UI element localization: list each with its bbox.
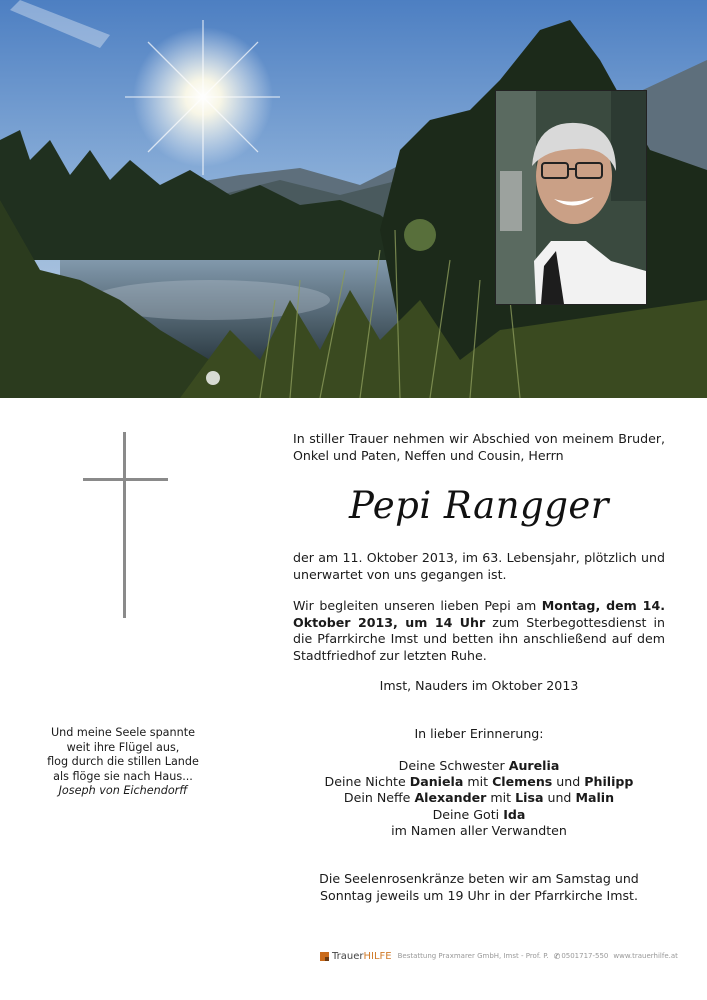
family-name: Malin (575, 790, 615, 806)
intro-text: In stiller Trauer nehmen wir Abschied von meinem Bruder, Onkel und Paten, Neffen und Cousin, Herrn (293, 431, 665, 463)
death-notice: der am 11. Oktober 2013, im 63. Lebensjahr, plötzlich und unerwartet von uns gegangen ist. (293, 550, 665, 582)
portrait-illustration (496, 91, 646, 304)
poem-line: weit ihre Flügel aus, (66, 740, 180, 754)
family-text: mit (463, 774, 493, 790)
trauerhilfe-logo-icon (320, 952, 329, 961)
poem-line: flog durch die stillen Lande (47, 755, 199, 769)
funeral-pre: Wir begleiten unseren lieben Pepi am (293, 598, 542, 613)
family-line-niece (293, 774, 665, 790)
family-name: Aurelia (508, 758, 560, 773)
place-date: Imst, Nauders im Oktober 2013 (379, 678, 579, 693)
poem-line: Und meine Seele spannte (50, 726, 195, 739)
footer (320, 949, 678, 963)
funeral-date: Montag, dem 14. Oktober 2013, um 14 Uhr (293, 598, 665, 630)
footer-website[interactable]: www.trauerhilfe.at (613, 952, 678, 960)
family-list (293, 758, 665, 839)
family-name: Alexander (414, 790, 487, 806)
family-line-nephew (293, 790, 665, 806)
cross-horizontal-bar (83, 478, 168, 481)
phone-icon: ✆ (553, 951, 561, 961)
family-name: Clemens (492, 774, 553, 790)
cross-icon (83, 432, 168, 618)
funeral-post: zum Sterbegottesdienst in die Pfarrkirche Imst und betten ihn anschließend auf dem Stadtfriedhof zur letzten Ruhe. (293, 614, 665, 663)
family-text: Deine Schwester (398, 758, 509, 773)
family-text: Dein Neffe (343, 790, 415, 806)
footer-company: Bestattung Praxmarer GmbH, Imst - Prof. P. (397, 952, 549, 960)
portrait-photo (495, 90, 647, 305)
rosary-notice: Die Seelenrosenkränze beten wir am Samstag und Sonntag jeweils um 19 Uhr in der Pfarrkirche Imst. (319, 871, 639, 903)
funeral-paragraph (293, 598, 665, 664)
memory-heading: In lieber Erinnerung: (414, 726, 544, 741)
cross-vertical-bar (123, 432, 126, 618)
family-name: Daniela (409, 774, 464, 790)
logo-text-trauer: Trauer (332, 950, 364, 962)
family-name: Lisa (515, 790, 544, 806)
family-name: Ida (503, 806, 526, 822)
family-text: Deine Nichte (324, 774, 410, 790)
footer-phone: 0501717-550 (561, 952, 609, 960)
deceased-name: Pepi Rangger (349, 484, 609, 527)
family-text: mit (486, 790, 516, 806)
family-text: Deine Goti (432, 806, 504, 822)
family-line-relatives: im Namen aller Verwandten (391, 822, 567, 838)
poem-line: als flöge sie nach Haus... (53, 769, 193, 783)
poem-author: Joseph von Eichendorff (58, 784, 188, 798)
family-text: und (543, 790, 576, 806)
family-line-sister (293, 758, 665, 774)
poem (38, 726, 208, 799)
family-text: und (552, 774, 585, 790)
logo-text-hilfe: HILFE (363, 950, 392, 962)
family-name: Philipp (584, 774, 634, 790)
family-line-godmother (293, 807, 665, 823)
